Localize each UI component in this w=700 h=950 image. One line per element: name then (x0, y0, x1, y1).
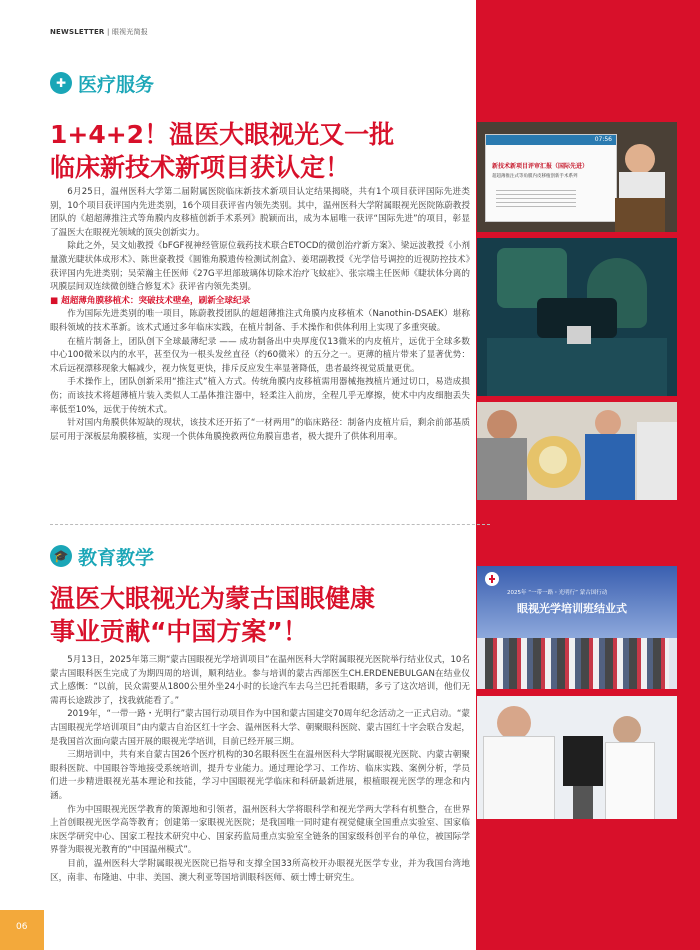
medical-heart-icon: ✚ (50, 72, 72, 94)
paragraph: 5月13日，2025年第三期“蒙古国眼视光学培训项目”在温州医科大学附属眼视光医院举行结业仪式，10名蒙古国眼科医生完成了为期四周的培训，顺利结业。参与培训的蒙古西部医生CH.ERDENEBULGAN在结业仪式上感慨：“以前，民众需要从1800公里外坐24小时的长途汽车去乌兰巴托看眼睛，多亏了这次培训，他们无需再长途跋涉了，找我就能看了。” (50, 655, 470, 706)
subheading: ■ 超超薄角膜移植术：突破技术壁垒，刷新全球纪录 (50, 295, 251, 306)
paragraph: 在植片制备上，团队创下全球最薄纪录 —— 成功制备出中央厚度仅13微米的内皮植片，远优于全球多数中心100微米以内的水平，甚至仅为一根头发丝直径（约60微米）的五分之一。更薄的植片带来了显著优势：术后远视漂移现象大幅减少，视力恢复更快，排斥反应发生率显著降低，患者最终视觉质量更优。 (50, 336, 470, 374)
newsletter-label: NEWSLETTER (50, 28, 105, 36)
headline-1-line1: 1+4+2！温医大眼视光又一批 (50, 120, 395, 149)
section-divider (50, 524, 490, 525)
paragraph: 作为国际先进类别的唯一项目，陈蔚教授团队的超超薄推注式角膜内皮移植术（Nanothin-DSAEK）堪称眼科领域的技术革新。该术式通过多年临床实践，在植片制备、手术操作和供体利用上实现了多重突破。 (50, 309, 470, 333)
slide-subtitle: 超超薄推注式等角膜内皮移植创新手术系列 (492, 174, 578, 179)
headline-1 (50, 118, 470, 184)
paragraph: 目前，温州医科大学附属眼视光医院已指导和支撑全国33所高校开办眼视光医学专业，并为我国台湾地区，南非、布隆迪、中非、美国、澳大利亚等国培训眼科医师、硕士博士研究生。 (50, 858, 470, 883)
slide-time: 07:56 (594, 136, 612, 143)
paragraph: 手术操作上，团队创新采用“推注式”植入方式。传统角膜内皮移植需用器械拖拽植片通过切口，易造成损伤；而该技术将超薄植片装入类似人工晶体推注器中，轻柔注入前房，全程几乎无摩擦，使术中内皮细胞丢失率低至10%，远优于传统术式。 (50, 377, 470, 415)
presentation-slide (485, 134, 617, 222)
section-title-medical: 医疗服务 (78, 74, 155, 96)
ceremony-banner-subtitle: 2025年 “一带一路・光明行” 蒙古国行动 (507, 590, 608, 596)
header-separator: | (106, 28, 110, 36)
article-body-1 (50, 186, 470, 444)
photo-award-presentation (477, 122, 677, 232)
section-title-education: 教育教学 (78, 547, 155, 569)
paragraph: 6月25日，温州医科大学第二届附属医院临床新技术新项目认定结果揭晓，共有1个项目获评国际先进类别，10个项目获评国内先进类别，16个项目获评省内领先类别。其中，温州医科大学附属眼视光医院陈蔚教授团队的《超超薄推注式等角膜内皮移植创新手术系列》脱颖而出，成为本届唯一获评“国际先进”的项目，彰显了温医大在眼视光领域的顶尖创新实力。 (50, 187, 470, 238)
ceremony-banner-title: 眼视光学培训班结业式 (517, 602, 627, 615)
headline-2-line1: 温医大眼视光为蒙古国眼健康 (50, 584, 376, 613)
headline-2-line2: 事业贡献“中国方案”！ (50, 617, 308, 646)
page-number: 06 (16, 922, 28, 932)
headline-2 (50, 582, 470, 648)
newsletter-name: 眼视光简报 (111, 28, 148, 36)
slide-title: 新技术新项目评审汇报（国际先进） (492, 163, 589, 170)
photo-surgery (477, 238, 677, 396)
article-body-2 (50, 654, 470, 885)
paragraph: 作为中国眼视光医学教育的策源地和引领者，温州医科大学将眼科学和视光学两大学科有机整合，在世界上首创眼视光医学高等教育；创建第一家眼视光医院；是我国唯一同时建有视觉健康全国重点实验室、国家临床医学研究中心、国家工程技术研究中心、国家药监局重点实验室全链条的国家级科创平台的单位，被国际学界誉为眼视光教育的“中国温州模式”。 (50, 804, 470, 856)
photo-eye-exam-training (477, 696, 677, 819)
headline-1-line2: 临床新技术新项目获认定！ (50, 153, 351, 182)
newsletter-header (50, 27, 148, 37)
paragraph: 2019年，“一带一路・光明行”蒙古国行动项目作为中国和蒙古国建交70周年纪念活动之一正式启动。“蒙古国眼视光学培训项目”由内蒙古自治区红十字会、温州医科大学、朝聚眼科医院、蒙古国红十字会联合发起，是我国首次面向蒙古国开展的眼视光学培训，目前已经开展三期。 (50, 709, 470, 747)
photo-patient-flowers (477, 402, 677, 500)
paragraph: 针对国内角膜供体短缺的现状，该技术还开拓了“一材两用”的临床路径：制备内皮植片后，剩余前部基质层可用于深板层角膜移植，实现一个供体角膜挽救两位角膜盲患者，极大提升了供体利用率。 (50, 418, 470, 442)
graduation-cap-icon: 🎓 (50, 545, 72, 567)
photo-graduation-ceremony (477, 566, 677, 689)
paragraph: 除此之外，吴文灿教授《bFGF视神经管原位载药技术联合ETOCD的微创治疗新方案》、梁远波教授《小剂量激光睫状体成形术》、陈世豪教授《圆锥角膜遗传检测试剂盒》、姜珺副教授《光学信号调控的近视防控技术》获评国内先进类别；吴荣瀚主任医师《27G平坦部玻璃体切除术治疗飞蚊症》、张宗端主任医师《睫状体分离的巩膜层间双连续微创缝合修复术》获评省内领先类别。 (50, 241, 470, 293)
paragraph: 三期培训中，共有来自蒙古国26个医疗机构的30名眼科医生在温州医科大学附属眼视光医院、内蒙古朝聚眼科医院、中国眼谷等地接受系统培训，提升专业能力。通过理论学习、工作坊、临床实践、案例分析，学员们进一步精进眼视光基本理论和技能，学习中国眼视光学临床和科研最新进展，根植眼视光医学的理念和内涵。 (50, 750, 470, 801)
